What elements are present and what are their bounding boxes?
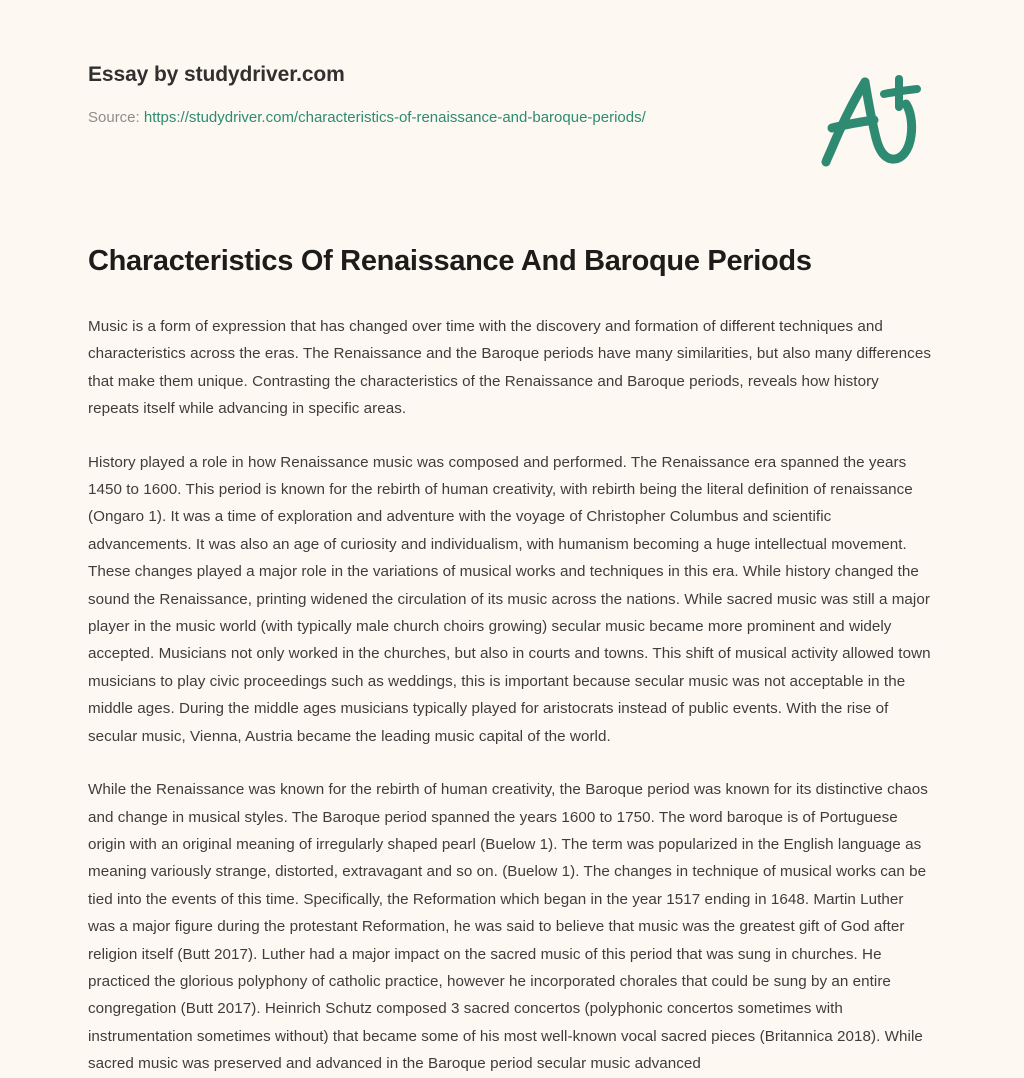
source-line (88, 108, 936, 128)
document-header (88, 62, 936, 128)
essay-byline: Essay by studydriver.com (88, 63, 345, 86)
page-title: Characteristics Of Renaissance And Baroque Periods (88, 245, 812, 277)
paragraph-2: History played a role in how Renaissance music was composed and performed. The Renaissance era spanned the years 1450 to 1600. This period is known for the rebirth of human creativity, with rebirth being the literal definition of renaissance (Ongaro 1). It was a time of exploration and adventure with the voyage of Christopher Columbus and scientific advancements. It was also an age of curiosity and individualism, with humanism becoming a huge intellectual movement. These changes played a major role in the variations of musical works and techniques in this era. While history changed the sound the Renaissance, printing widened the circulation of its music across the nations. While sacred music was still a major player in the music world (with typically male church choirs growing) secular music became more prominent and widely accepted. Musicians not only worked in the churches, but also in courts and towns. This shift of musical activity allowed town musicians to play civic proceedings such as weddings, this is important because secular music was not acceptable in the middle ages. During the middle ages musicians typically played for aristocrats instead of public events. With the rise of secular music, Vienna, Austria became the leading music capital of the world. (88, 453, 931, 745)
essay-body (88, 313, 933, 1078)
source-url-link[interactable]: https://studydriver.com/characteristics-of-renaissance-and-baroque-periods/ (143, 109, 646, 127)
header-left-block (88, 62, 936, 128)
studydriver-logo (810, 66, 930, 174)
paragraph-1: Music is a form of expression that has changed over time with the discovery and formation of different techniques and characteristics across the eras. The Renaissance and the Baroque periods have many similarities, but also many differences that make them unique. Contrasting the characteristics of the Renaissance and Baroque periods, reveals how history repeats itself while advancing in specific areas. (88, 318, 931, 418)
paragraph-3: While the Renaissance was known for the rebirth of human creativity, the Baroque period was known for its distinctive chaos and change in musical styles. The Baroque period spanned the years 1600 to 1750. The word baroque is of Portuguese origin with an original meaning of irregularly shaped pearl (Buelow 1). The term was popularized in the English language as meaning variously strange, distorted, extravagant and so on. (Buelow 1). The changes in technique of musical works can be tied into the events of this time. Specifically, the Reformation which began in the year 1517 ending in 1648. Martin Luther was a major figure during the protestant Reformation, he was said to believe that music was the greatest gift of God after religion itself (Butt 2017). Luther had a major impact on the sacred music of this period that was sung in churches. He practiced the glorious polyphony of catholic practice, however he incorporated chorales that could be sung by an entire congregation (Butt 2017). Heinrich Schutz composed 3 sacred concertos (polyphonic concertos sometimes with instrumentation sometimes without) that became some of his most well-known vocal sacred pieces (Britannica 2018). While sacred music was preserved and advanced in the Baroque period secular music advanced (88, 781, 928, 1073)
source-label: Source: (88, 109, 140, 127)
